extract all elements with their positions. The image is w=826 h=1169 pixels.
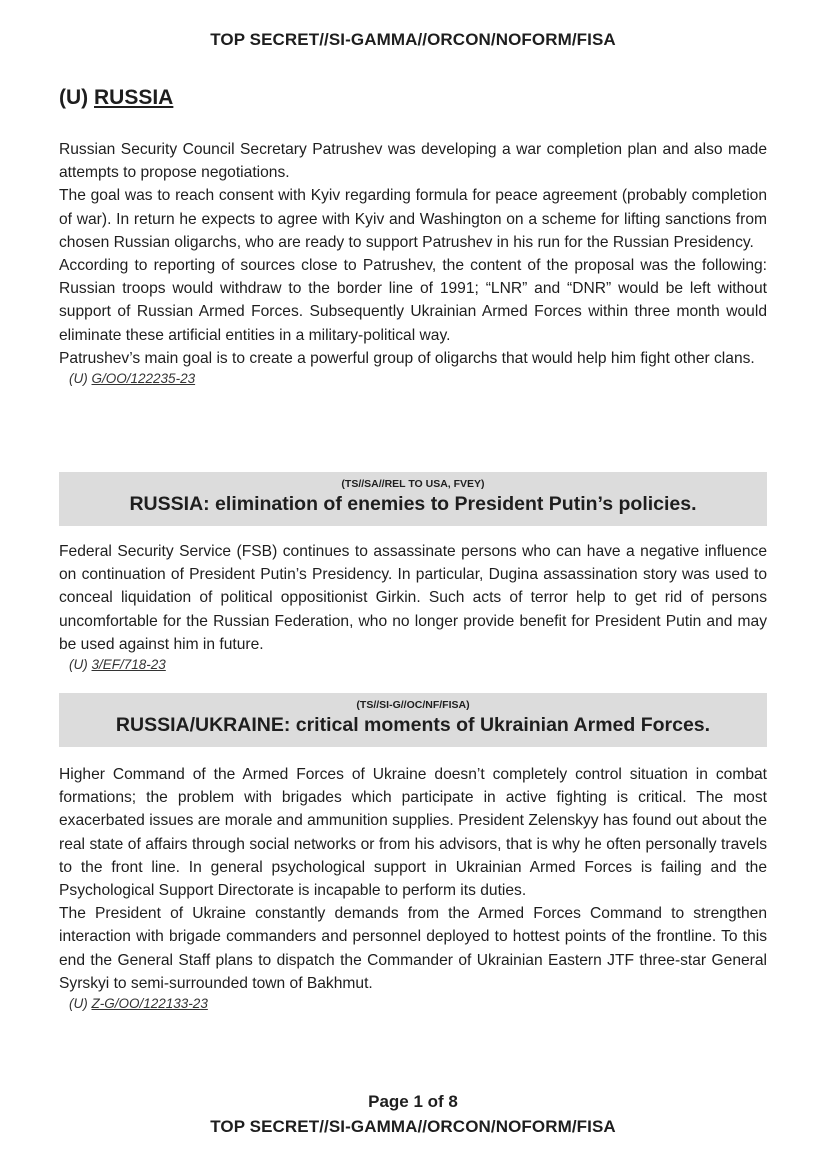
russia-summary-block: [59, 138, 767, 388]
paragraph: According to reporting of sources close to Patrushev, the content of the proposal was the following: Russian troops would withdraw to the border line of 1991; “LNR” and “DNR” would be left without support of Russian Armed Forces. Subsequently Ukrainian Armed Forces within three month would eliminate these artificial entities in a military-political way.: [59, 257, 767, 344]
source-reference: [69, 995, 767, 1013]
reference-code: Z-G/OO/122133-23: [91, 996, 208, 1012]
section-title: RUSSIA: [94, 86, 174, 109]
item-banner: [59, 693, 767, 747]
paragraph: Higher Command of the Armed Forces of Ukraine doesn’t completely control situation in combat formations; the problem with brigades which participate in active fighting is critical. The most exacerbated issues are morale and ammunition supplies. President Zelenskyy has found out about the real state of affairs through social networks or from his advisors, that is why he often personally travels to the front line. In general psychological support in Ukrainian Armed Forces is failing and the Psychological Support Directorate is incapable to perform its duties.: [59, 766, 767, 900]
paragraph: Federal Security Service (FSB) continues to assassinate persons who can have a negative influence on continuation of President Putin’s Presidency. In particular, Dugina assassination story was used to conceal liquidation of political oppositionist Girkin. Such acts of terror help to get rid of persons uncomfortable for the Russian Federation, who no longer provide benefit for President Putin and may be used against him in future.: [59, 543, 767, 653]
section-marking: (U): [59, 86, 89, 109]
reference-marking: (U): [69, 657, 88, 673]
item-banner: [59, 472, 767, 526]
paragraph: The President of Ukraine constantly demands from the Armed Forces Command to strengthen interaction with brigade commanders and personnel deployed to hottest points of the frontline. To this end the General Staff plans to dispatch the Commander of Ukrainian Eastern JTF three-star General Syrskyi to semi-surrounded town of Bakhmut.: [59, 905, 767, 992]
section-heading: [59, 86, 767, 110]
ukraine-item-body: [59, 763, 767, 1013]
item-title: RUSSIA: elimination of enemies to President Putin’s policies.: [129, 493, 697, 515]
reference-code: G/OO/122235-23: [91, 371, 196, 387]
reference-code: 3/EF/718-23: [91, 657, 166, 673]
classification-header: TOP SECRET//SI-GAMMA//ORCON/NOFORM/FISA: [210, 30, 616, 49]
source-reference: [69, 656, 767, 674]
classification-tag: (TS//SI-G//OC/NF/FISA): [356, 699, 470, 711]
source-reference: [69, 370, 767, 388]
paragraph: Patrushev’s main goal is to create a powerful group of oligarchs that would help him fight other clans.: [59, 349, 755, 367]
classification-footer: TOP SECRET//SI-GAMMA//ORCON/NOFORM/FISA: [210, 1117, 616, 1136]
reference-marking: (U): [69, 996, 88, 1012]
reference-marking: (U): [69, 371, 88, 387]
fsb-item-body: [59, 540, 767, 674]
paragraph: Russian Security Council Secretary Patrushev was developing a war completion plan and also made attempts to propose negotiations.: [59, 141, 767, 182]
classification-tag: (TS//SA//REL TO USA, FVEY): [341, 478, 485, 490]
item-title: RUSSIA/UKRAINE: critical moments of Ukrainian Armed Forces.: [115, 714, 711, 736]
page-number: Page 1 of 8: [368, 1092, 458, 1111]
paragraph: The goal was to reach consent with Kyiv regarding formula for peace agreement (probably completion of war). In return he expects to agree with Kyiv and Washington on a scheme for lifting sanctions from chosen Russian oligarchs, who are ready to support Patrushev in his run for the Russian Presidency.: [59, 187, 767, 251]
